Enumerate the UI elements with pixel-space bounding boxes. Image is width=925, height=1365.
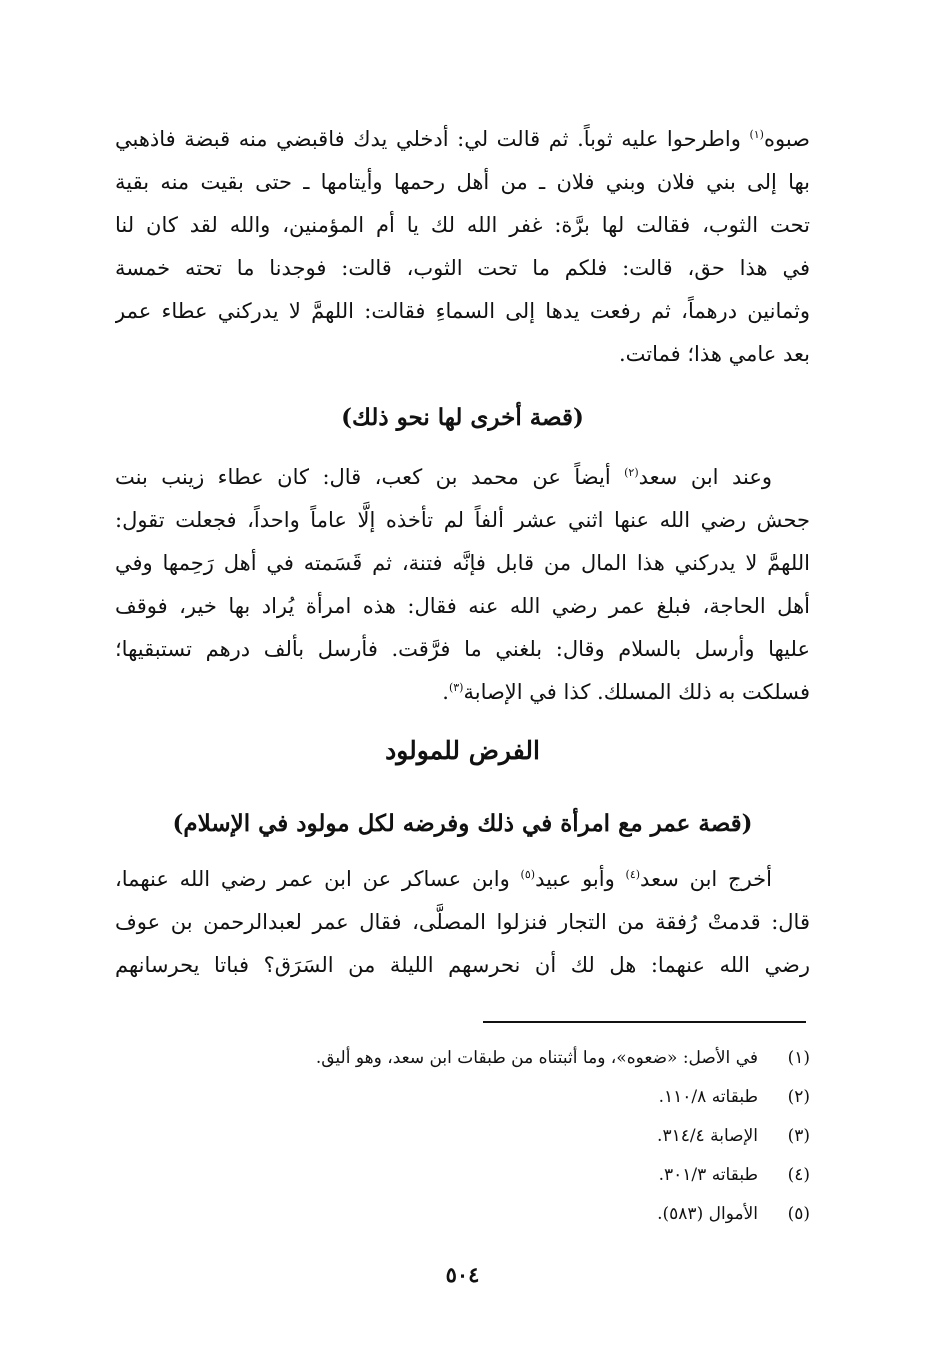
footnote-text: طبقاته ٣٠١/٣. (658, 1165, 758, 1185)
footnote-text: الإصابة ٣١٤/٤. (657, 1126, 758, 1146)
paragraph-line (115, 858, 810, 901)
paragraph-line: جحش رضي الله عنها اثني عشر ألفاً لم تأخذه إلَّا عاماً واحداً، فجعلت تقول: (115, 508, 810, 532)
footnote-ref[interactable]: (٥) (520, 868, 536, 881)
footnote-number: (٣) (787, 1126, 810, 1146)
story-heading: (قصة عمر مع امرأة في ذلك وفرضه لكل مولود في الإسلام) (172, 810, 753, 837)
paragraph-line: عليها وأرسل بالسلام وقال: بلغني ما فرَّقت. فأرسل بألف درهم تستبقيها؛ (115, 637, 810, 661)
line-text: وابن عساكر عن ابن عمر رضي الله عنهما، (115, 867, 521, 891)
line-text: . (442, 680, 449, 704)
paragraph-3 (115, 858, 810, 987)
footnote-number: (١) (787, 1048, 810, 1068)
footnote-ref[interactable]: (٤) (625, 868, 641, 881)
footnote-text: الأموال (٥٨٣). (657, 1204, 758, 1224)
paragraph-line: بها إلى بني فلان وبني فلان ـ من أهل رحمها وأيتامها ـ حتى بقيت منه بقية (115, 170, 810, 194)
paragraph-line: اللهمَّ لا يدركني هذا المال من قابل فإنَّه فتنة، ثم قَسَمته في أهل رَحِمها وفي (115, 551, 810, 575)
footnote (115, 1117, 810, 1156)
paragraph-line: رضي الله عنهما: هل لك أن نحرسهم الليلة من السَرَق؟ فباتا يحرسانهم (115, 953, 810, 977)
footnote (115, 1078, 810, 1117)
footnote-number: (٥) (787, 1204, 810, 1224)
paragraph-line: تحت الثوب، فقالت لها برَّة: غفر الله لك يا أم المؤمنين، والله لقد كان لنا (115, 213, 810, 237)
footnote-ref[interactable]: (١) (749, 128, 764, 141)
footnote (115, 1195, 810, 1234)
line-text: وأبو عبيد (535, 867, 626, 891)
line-text: صبوه (763, 127, 810, 151)
line-text: أخرج ابن سعد (640, 867, 772, 891)
footnote (115, 1039, 810, 1078)
footnote-text: طبقاته ١١٠/٨. (658, 1087, 758, 1107)
paragraph-line: وثمانين درهماً، ثم رفعت يدها إلى السماءِ فقالت: اللهمَّ لا يدركني عطاء عمر (115, 299, 810, 323)
line-text: وعند ابن سعد (638, 465, 773, 489)
paragraph-line (115, 456, 810, 499)
paragraph-line: قال: قدمتْ رُفقة من التجار فنزلوا المصلَّى، فقال عمر لعبدالرحمن بن عوف (115, 910, 810, 934)
paragraph-line: أهل الحاجة، فبلغ عمر رضي الله عنه فقال: هذه امرأة يُراد بها خير، فوقف (115, 594, 810, 618)
line-text: واطرحوا عليه ثوباً. ثم قالت لي: أدخلي يدك فاقبضي منه قبضة فاذهبي (115, 127, 750, 151)
line-text: أيضاً عن محمد بن كعب، قال: كان عطاء زينب بنت (115, 465, 625, 489)
footnotes (115, 1039, 810, 1234)
paragraph-line (115, 671, 810, 714)
paragraph-line: في هذا حق، قالت: فلكم ما تحت الثوب، قالت: فوجدنا ما تحته خمسة (115, 256, 810, 280)
page-number: ٥٠٤ (445, 1262, 480, 1287)
footnote-number: (٢) (787, 1087, 810, 1107)
footnote-number: (٤) (787, 1165, 810, 1185)
line-text: فسلكت به ذلك المسلك. كذا في الإصابة (463, 680, 810, 704)
paragraph-2 (115, 456, 810, 714)
footnote (115, 1156, 810, 1195)
footnote-ref[interactable]: (٢) (624, 466, 639, 479)
paragraph-line: بعد عامي هذا؛ فماتت. (618, 342, 810, 366)
footnote-text: في الأصل: «ضعوه»، وما أثبتناه من طبقات ابن سعد، وهو أليق. (315, 1048, 758, 1068)
section-heading: الفرض للمولود (385, 736, 540, 765)
footnote-ref[interactable]: (٣) (448, 681, 464, 694)
paragraph-line (115, 118, 810, 161)
paragraph-1 (115, 118, 810, 376)
footnote-separator (483, 1021, 806, 1023)
story-heading: (قصة أخرى لها نحو ذلك) (341, 404, 584, 431)
